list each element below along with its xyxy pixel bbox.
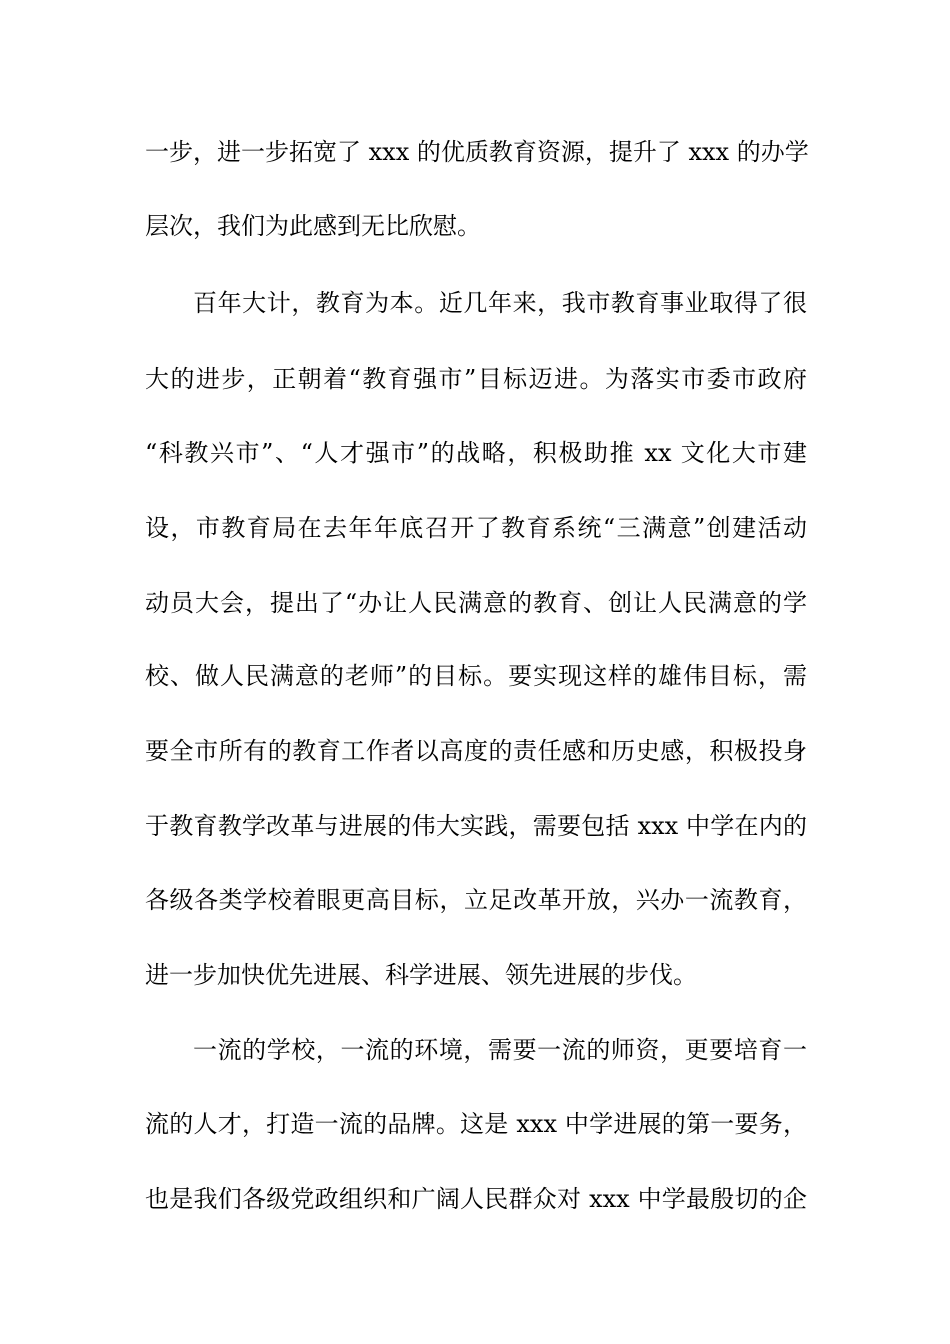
text-line: 校、做人民满意的老师”的目标。要实现这样的雄伟目标，需 — [145, 662, 807, 690]
text-line: 各级各类学校着眼更高目标，立足改革开放，兴办一流教育， — [145, 886, 807, 914]
paragraph-first-line: 一流的学校，一流的环境，需要一流的师资，更要培育一 — [193, 1036, 807, 1064]
text-line: 设，市教育局在去年年底召开了教育系统“三满意”创建活动 — [145, 514, 807, 542]
text-line: 流的人才，打造一流的品牌。这是 xxx 中学进展的第一要务， — [145, 1110, 807, 1138]
text-line: 也是我们各级党政组织和广阔人民群众对 xxx 中学最殷切的企 — [145, 1185, 807, 1213]
text-line: 大的进步，正朝着“教育强市”目标迈进。为落实市委市政府 — [145, 365, 807, 393]
text-line: “科教兴市”、“人才强市”的战略，积极助推 xx 文化大市建 — [145, 439, 807, 467]
text-line: 要全市所有的教育工作者以高度的责任感和历史感，积极投身 — [145, 737, 807, 765]
paragraph-first-line: 百年大计，教育为本。近几年来，我市教育事业取得了很 — [193, 289, 807, 317]
text-line: 一步，进一步拓宽了 xxx 的优质教育资源，提升了 xxx 的办学 — [145, 138, 809, 166]
text-line: 进一步加快优先进展、科学进展、领先进展的步伐。 — [145, 961, 697, 989]
text-line: 动员大会，提出了“办让人民满意的教育、创让人民满意的学 — [145, 589, 807, 617]
text-line: 于教育教学改革与进展的伟大实践，需要包括 xxx 中学在内的 — [145, 812, 807, 840]
text-line: 层次，我们为此感到无比欣慰。 — [145, 212, 481, 240]
